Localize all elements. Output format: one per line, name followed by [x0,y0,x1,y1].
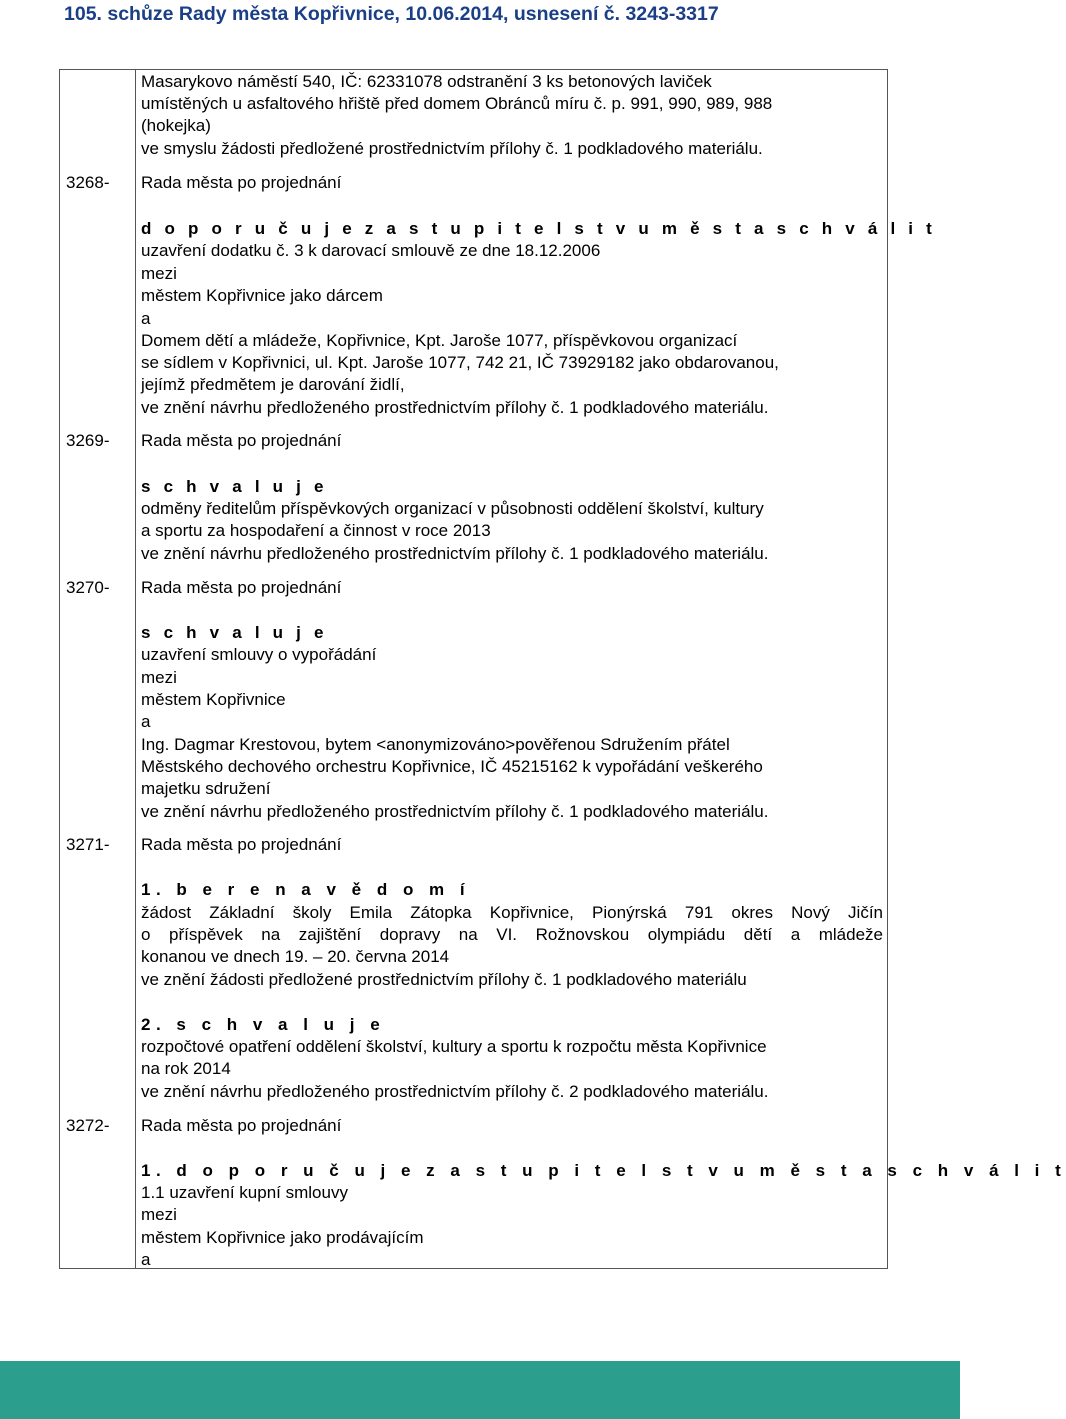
intro-line: Masarykovo náměstí 540, IČ: 62331078 odstranění 3 ks betonových laviček [141,72,712,91]
resolution-line: mezi [141,1205,177,1224]
resolution-line: o příspěvek na zajištění dopravy na VI. Rožnovskou olympiádu dětí a mládeže [141,925,883,944]
resolution-line: odměny ředitelům příspěvkových organizací v působnosti oddělení školství, kultury [141,499,764,518]
resolution-line: se sídlem v Kopřivnici, ul. Kpt. Jaroše 1077, 742 21, IČ 73929182 jako obdarovanou, [141,353,779,372]
page-header: 105. schůze Rady města Kopřivnice, 10.06.2014, usnesení č. 3243-3317 [64,3,719,25]
resolution-verb: 1. b e r e n a v ě d o m í [141,880,471,899]
resolution-line: a [141,712,151,731]
resolution-heading: Rada města po projednání [141,431,342,450]
resolution-line: ve znění žádosti předložené prostřednictvím přílohy č. 1 podkladového materiálu [141,970,747,989]
resolution-line: žádost Základní školy Emila Zátopka Kopřivnice, Pionýrská 791 okres Nový Jičín [141,903,883,922]
resolution-line: jejímž předmětem je darování židlí, [141,375,405,394]
resolution-line: městem Kopřivnice [141,690,286,709]
resolution-line: 1.1 uzavření kupní smlouvy [141,1183,348,1202]
resolution-verb: d o p o r u č u j e z a s t u p i t e l s t v u m ě s t a s c h v á l i t [141,219,936,238]
resolution-heading: Rada města po projednání [141,173,342,192]
resolution-heading: Rada města po projednání [141,1116,342,1135]
resolution-line: městem Kopřivnice jako dárcem [141,286,383,305]
resolution-line: ve znění návrhu předloženého prostřednictvím přílohy č. 2 podkladového materiálu. [141,1082,769,1101]
resolution-verb: s c h v a l u j e [141,623,328,642]
column-divider [135,69,136,1269]
resolution-line: Ing. Dagmar Krestovou, bytem <anonymizováno>pověřenou Sdružením přátel [141,735,730,754]
resolution-verb: 2. s c h v a l u j e [141,1015,386,1034]
intro-line: ve smyslu žádosti předložené prostřednictvím přílohy č. 1 podkladového materiálu. [141,139,763,158]
resolution-line: ve znění návrhu předloženého prostřednictvím přílohy č. 1 podkladového materiálu. [141,398,769,417]
resolution-line: a [141,309,151,328]
resolution-number: 3269- [66,431,110,450]
resolution-number: 3270- [66,578,110,597]
resolution-line: uzavření smlouvy o vypořádání [141,645,377,664]
intro-line: umístěných u asfaltového hřiště před domem Obránců míru č. p. 991, 990, 989, 988 [141,94,773,113]
intro-line: (hokejka) [141,116,211,135]
resolution-line: rozpočtové opatření oddělení školství, kultury a sportu k rozpočtu města Kopřivnice [141,1037,767,1056]
resolution-line: ve znění návrhu předloženého prostřednictvím přílohy č. 1 podkladového materiálu. [141,802,769,821]
resolution-line: na rok 2014 [141,1059,231,1078]
resolution-verb: s c h v a l u j e [141,477,328,496]
resolution-number: 3271- [66,835,110,854]
resolution-line: mezi [141,668,177,687]
resolution-line: Městského dechového orchestru Kopřivnice, IČ 45215162 k vypořádání veškerého [141,757,763,776]
resolution-line: a sportu za hospodaření a činnost v roce 2013 [141,521,491,540]
footer-band-inner [3,1364,957,1414]
footer-band [0,1361,960,1419]
resolution-verb: 1. d o p o r u č u j e z a s t u p i t e l s t v u m ě s t a s c h v á l i t [141,1161,1066,1180]
resolution-line: ve znění návrhu předloženého prostřednictvím přílohy č. 1 podkladového materiálu. [141,544,769,563]
resolution-line: městem Kopřivnice jako prodávajícím [141,1228,424,1247]
resolution-heading: Rada města po projednání [141,835,342,854]
resolution-line: majetku sdružení [141,779,271,798]
resolution-line: uzavření dodatku č. 3 k darovací smlouvě ze dne 18.12.2006 [141,241,601,260]
resolution-heading: Rada města po projednání [141,578,342,597]
resolution-number: 3272- [66,1116,110,1135]
resolution-line: konanou ve dnech 19. – 20. června 2014 [141,947,450,966]
resolution-line: Domem dětí a mládeže, Kopřivnice, Kpt. Jaroše 1077, příspěvkovou organizací [141,331,738,350]
resolution-line: mezi [141,264,177,283]
resolution-line: a [141,1250,151,1269]
resolution-number: 3268- [66,173,110,192]
